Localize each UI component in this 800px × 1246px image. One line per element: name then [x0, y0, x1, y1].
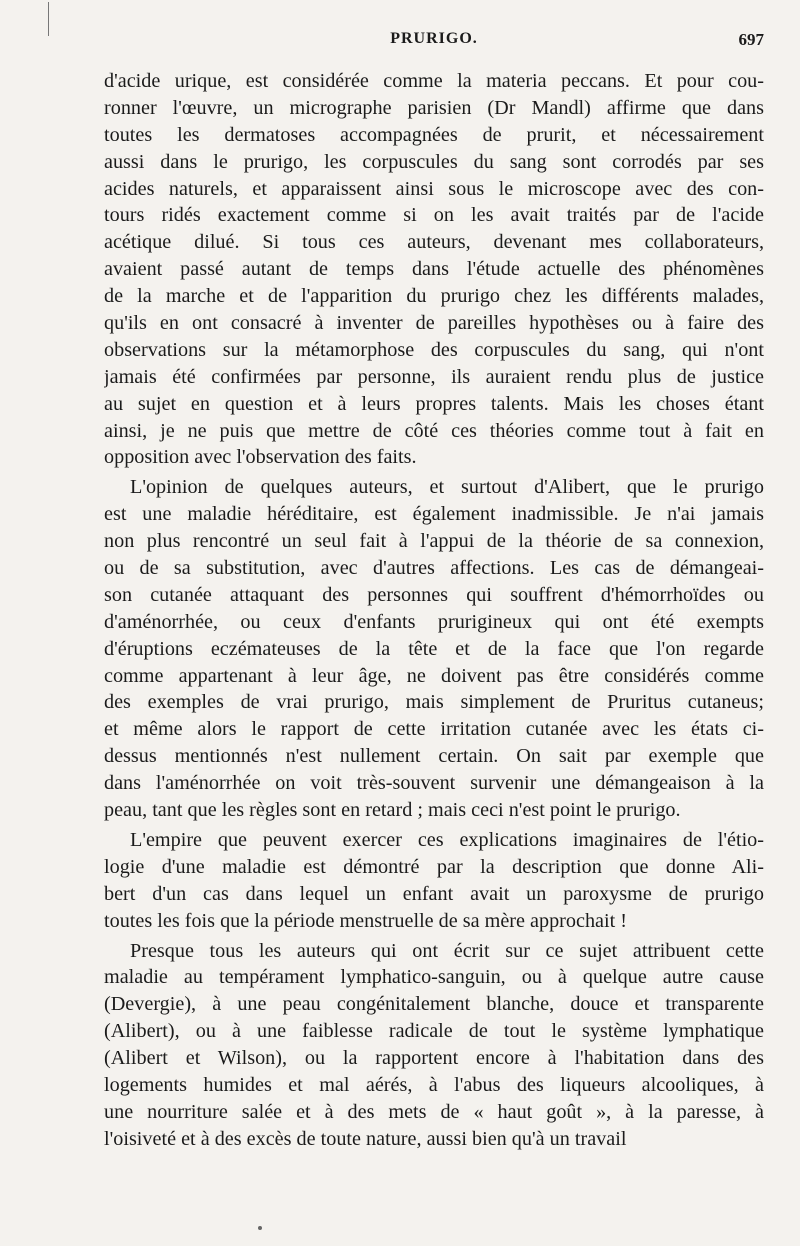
text-line: comme appartenant à leur âge, ne doivent pas être considérés comme — [104, 664, 764, 687]
text-line: aussi dans le prurigo, les corpuscules du sang sont corrodés par ses — [104, 150, 764, 173]
text-line: de la marche et de l'apparition du prurigo chez les différents malades, — [104, 285, 764, 308]
text-line: maladie au tempérament lymphatico-sanguin, ou à quelque autre cause — [104, 966, 764, 989]
text-line: observations sur la métamorphose des corpuscules du sang, qui n'ont — [104, 338, 764, 361]
text-line: toutes les fois que la période menstruelle de sa mère approchait ! — [104, 909, 628, 932]
text-line: jamais été confirmées par personne, ils auraient rendu plus de justice — [104, 365, 764, 388]
text-line: L'empire que peuvent exercer ces explications imaginaires de l'étio- — [130, 828, 764, 851]
text-line: acétique dilué. Si tous ces auteurs, devenant mes collaborateurs, — [104, 231, 764, 254]
text-line: au sujet en question et à leurs propres talents. Mais les choses étant — [104, 392, 764, 415]
text-line: qu'ils en ont consacré à inventer de pareilles hypothèses ou à faire des — [104, 312, 764, 335]
text-line: bert d'un cas dans lequel un enfant avait un paroxysme de prurigo — [104, 882, 764, 905]
page-number: 697 — [738, 30, 764, 49]
text-line: ainsi, je ne puis que mettre de côté ces théories comme tout à fait en — [104, 419, 764, 442]
text-line: logie d'une maladie est démontré par la description que donne Ali- — [104, 855, 764, 878]
text-line: tours ridés exactement comme si on les avait traités par de l'acide — [104, 204, 764, 227]
text-line: est une maladie héréditaire, est également inadmissible. Je n'ai jamais — [104, 503, 764, 526]
text-line: (Alibert et Wilson), ou la rapportent encore à l'habitation dans des — [104, 1047, 764, 1070]
text-line: ronner l'œuvre, un micrographe parisien (Dr Mandl) affirme que dans — [104, 96, 764, 119]
text-line: peau, tant que les règles sont en retard ; mais ceci n'est point le prurigo. — [104, 799, 681, 822]
text-line: et même alors le rapport de cette irritation cutanée avec les états ci- — [104, 718, 764, 741]
text-line: dans l'aménorrhée on voit très-souvent survenir une démangeaison à la — [104, 772, 764, 795]
paragraph — [104, 474, 764, 824]
body-text — [104, 68, 764, 1153]
text-line: ou de sa substitution, avec d'autres affections. Les cas de démangeai- — [104, 557, 764, 580]
text-line: des exemples de vrai prurigo, mais simplement de Pruritus cutaneus; — [104, 691, 764, 714]
text-line: avaient passé autant de temps dans l'étude actuelle des phénomènes — [104, 258, 764, 281]
text-line: d'acide urique, est considérée comme la materia peccans. Et pour cou- — [104, 70, 764, 92]
text-line: l'oisiveté et à des excès de toute nature, aussi bien qu'à un travail — [104, 1127, 627, 1150]
text-line: Presque tous les auteurs qui ont écrit sur ce sujet attribuent cette — [130, 939, 764, 962]
text-line: son cutanée attaquant des personnes qui souffrent d'hémorrhoïdes ou — [104, 583, 764, 606]
text-line: d'aménorrhée, ou ceux d'enfants prurigineux qui ont été exempts — [104, 610, 764, 633]
text-line: (Devergie), à une peau congénitalement blanche, douce et transparente — [104, 993, 764, 1016]
paragraph — [104, 827, 764, 935]
text-line: non plus rencontré un seul fait à l'appui de la théorie de sa connexion, — [104, 530, 764, 553]
text-line: toutes les dermatoses accompagnées de prurit, et nécessairement — [104, 123, 764, 146]
text-line: dessus mentionnés n'est nullement certain. On sait par exemple que — [104, 745, 764, 768]
text-line: (Alibert), ou à une faiblesse radicale de tout le système lymphatique — [104, 1020, 764, 1043]
page-header — [104, 30, 764, 58]
text-line: une nourriture salée et à des mets de « haut goût », à la paresse, à — [104, 1100, 764, 1123]
text-line: opposition avec l'observation des faits. — [104, 446, 417, 469]
running-title: PRURIGO. — [390, 30, 478, 47]
paragraph — [104, 68, 764, 471]
print-speck — [258, 1226, 262, 1230]
margin-mark — [48, 2, 49, 36]
text-line: L'opinion de quelques auteurs, et surtout d'Alibert, que le prurigo — [130, 476, 764, 499]
paragraph — [104, 938, 764, 1153]
text-line: acides naturels, et apparaissent ainsi sous le microscope avec des con- — [104, 177, 764, 200]
text-line: logements humides et mal aérés, à l'abus des liqueurs alcooliques, à — [104, 1073, 764, 1096]
text-line: d'éruptions eczémateuses de la tête et de la face que l'on regarde — [104, 637, 764, 660]
